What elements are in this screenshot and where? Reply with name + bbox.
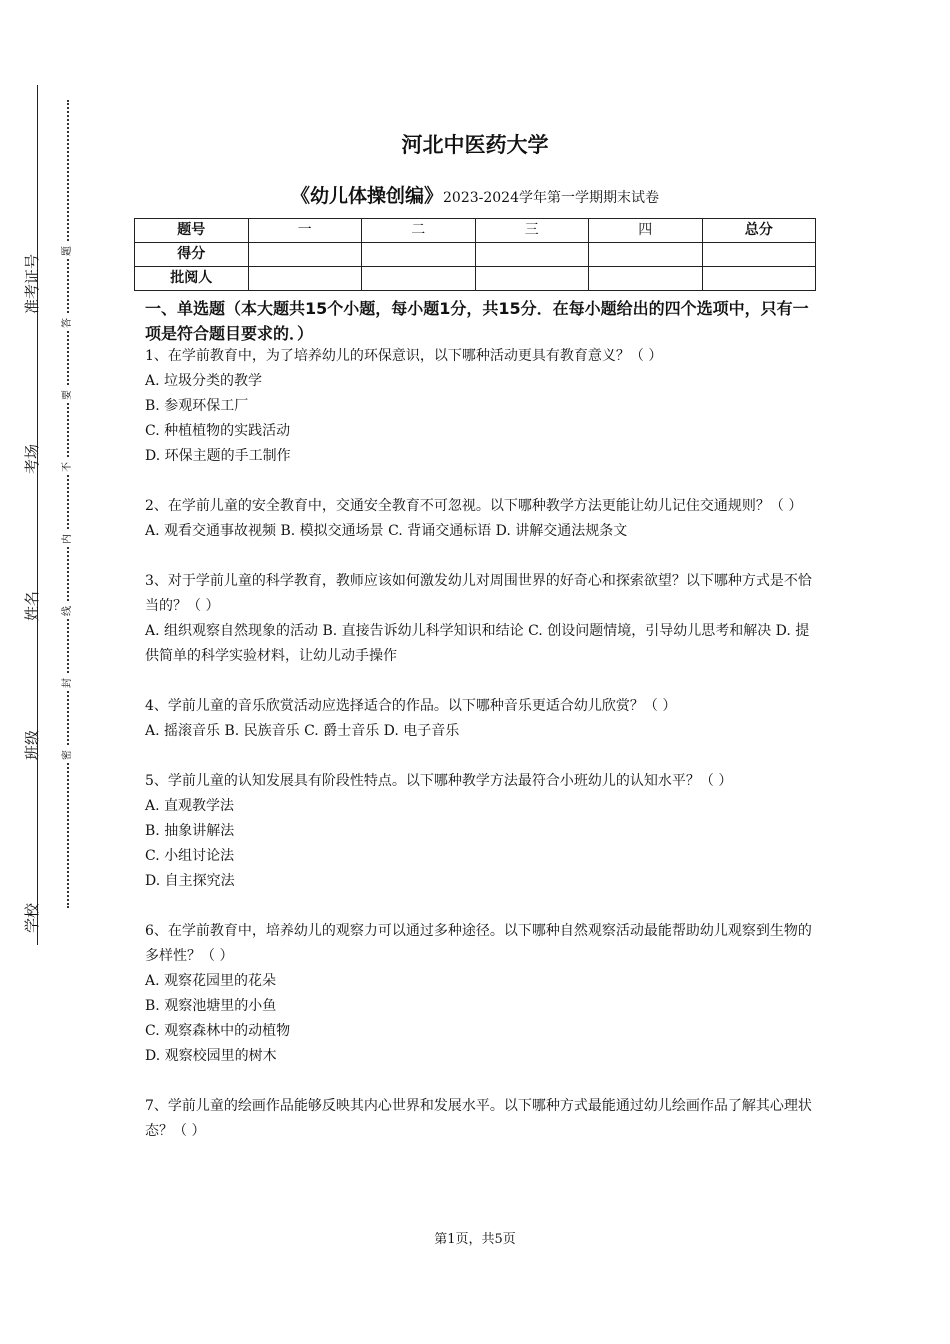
- course-name: 《幼儿体操创编》: [290, 185, 443, 207]
- seal-char: 答: [61, 315, 75, 331]
- question-stem: 7、学前儿童的绘画作品能够反映其内心世界和发展水平。以下哪种方式最能通过幼儿绘画作品了解其心理状态？（ ）: [145, 1098, 812, 1139]
- question-list: [145, 344, 813, 1169]
- score-cell: [362, 243, 476, 267]
- row-grader-label: 批阅人: [135, 267, 249, 291]
- question-stem: 5、学前儿童的认知发展具有阶段性特点。以下哪种教学方法最符合小班幼儿的认知水平？（ ）: [145, 773, 733, 789]
- grader-cell: [362, 267, 476, 291]
- score-table-header-row: [135, 219, 816, 243]
- option: A. 直观教学法: [145, 798, 235, 814]
- field-exam-room: 考场: [23, 443, 41, 474]
- row-score-label: 得分: [135, 243, 249, 267]
- seal-char: 线: [61, 603, 75, 619]
- seal-char: 不: [61, 459, 75, 475]
- score-cell: [589, 243, 703, 267]
- col-part-4: 四: [589, 219, 703, 243]
- seal-char: 要: [61, 387, 75, 403]
- question-6: [145, 919, 813, 1069]
- option: C. 小组讨论法: [145, 848, 235, 864]
- option: D. 观察校园里的树木: [145, 1048, 277, 1064]
- option: A. 观察花园里的花朵: [145, 973, 277, 989]
- option: B. 参观环保工厂: [145, 398, 249, 414]
- question-7: [145, 1094, 813, 1144]
- exam-subtitle: [0, 182, 950, 212]
- question-5: [145, 769, 813, 894]
- grader-cell: [475, 267, 589, 291]
- question-1: [145, 344, 813, 469]
- options-line: A. 组织观察自然现象的活动 B. 直接告诉幼儿科学知识和结论 C. 创设问题情境，引导幼儿思考和解决 D. 提供简单的科学实验材料，让幼儿动手操作: [145, 623, 810, 664]
- score-row: [135, 243, 816, 267]
- section-title: 一、单选题（本大题共15个小题，每小题1分，共15分．在每小题给出的四个选项中，只有一项是符合题目要求的．）: [145, 299, 809, 343]
- binding-solid-line: [37, 85, 38, 945]
- options-line: A. 观看交通事故视频 B. 模拟交通场景 C. 背诵交通标语 D. 讲解交通法规条文: [145, 523, 628, 539]
- option: B. 观察池塘里的小鱼: [145, 998, 277, 1014]
- option: C. 观察森林中的动植物: [145, 1023, 291, 1039]
- question-2: [145, 494, 813, 544]
- grader-cell: [248, 267, 362, 291]
- seal-char: 题: [61, 243, 75, 259]
- grader-row: [135, 267, 816, 291]
- field-class: 班级: [23, 729, 41, 760]
- term-label: 2023-2024学年第一学期期末试卷: [443, 190, 659, 206]
- page-number: 第1页，共5页: [434, 1232, 516, 1247]
- col-total: 总分: [702, 219, 816, 243]
- field-exam-number: 准考证号: [23, 253, 41, 314]
- col-part-1: 一: [248, 219, 362, 243]
- seal-char: 密: [61, 747, 75, 763]
- question-4: [145, 694, 813, 744]
- option: B. 抽象讲解法: [145, 823, 235, 839]
- seal-dotted-line: [67, 100, 69, 908]
- question-stem: 1、在学前教育中，为了培养幼儿的环保意识，以下哪种活动更具有教育意义？（ ）: [145, 348, 663, 364]
- field-name: 姓名: [23, 590, 41, 621]
- grader-cell: [702, 267, 816, 291]
- col-question-number: 题号: [135, 219, 249, 243]
- col-part-2: 二: [362, 219, 476, 243]
- score-table: [134, 218, 816, 291]
- score-cell: [475, 243, 589, 267]
- option: A. 垃圾分类的教学: [145, 373, 263, 389]
- option: C. 种植植物的实践活动: [145, 423, 291, 439]
- question-stem: 6、在学前教育中，培养幼儿的观察力可以通过多种途径。以下哪种自然观察活动最能帮助幼儿观察到生物的多样性？（ ）: [145, 923, 812, 964]
- seal-char: 内: [61, 531, 75, 547]
- seal-char: 封: [61, 675, 75, 691]
- question-stem: 3、对于学前儿童的科学教育，教师应该如何激发幼儿对周围世界的好奇心和探索欲望？以下哪种方式是不恰当的？（ ）: [145, 573, 812, 614]
- question-3: [145, 569, 813, 669]
- option: D. 环保主题的手工制作: [145, 448, 291, 464]
- university-title: 河北中医药大学: [401, 133, 549, 157]
- options-line: A. 摇滚音乐 B. 民族音乐 C. 爵士音乐 D. 电子音乐: [145, 723, 460, 739]
- score-cell: [248, 243, 362, 267]
- field-school: 学校: [23, 902, 41, 933]
- col-part-3: 三: [475, 219, 589, 243]
- score-cell: [702, 243, 816, 267]
- grader-cell: [589, 267, 703, 291]
- question-stem: 4、学前儿童的音乐欣赏活动应选择适合的作品。以下哪种音乐更适合幼儿欣赏？（ ）: [145, 698, 677, 714]
- question-stem: 2、在学前儿童的安全教育中，交通安全教育不可忽视。以下哪种教学方法更能让幼儿记住交通规则？（ ）: [145, 498, 803, 514]
- option: D. 自主探究法: [145, 873, 235, 889]
